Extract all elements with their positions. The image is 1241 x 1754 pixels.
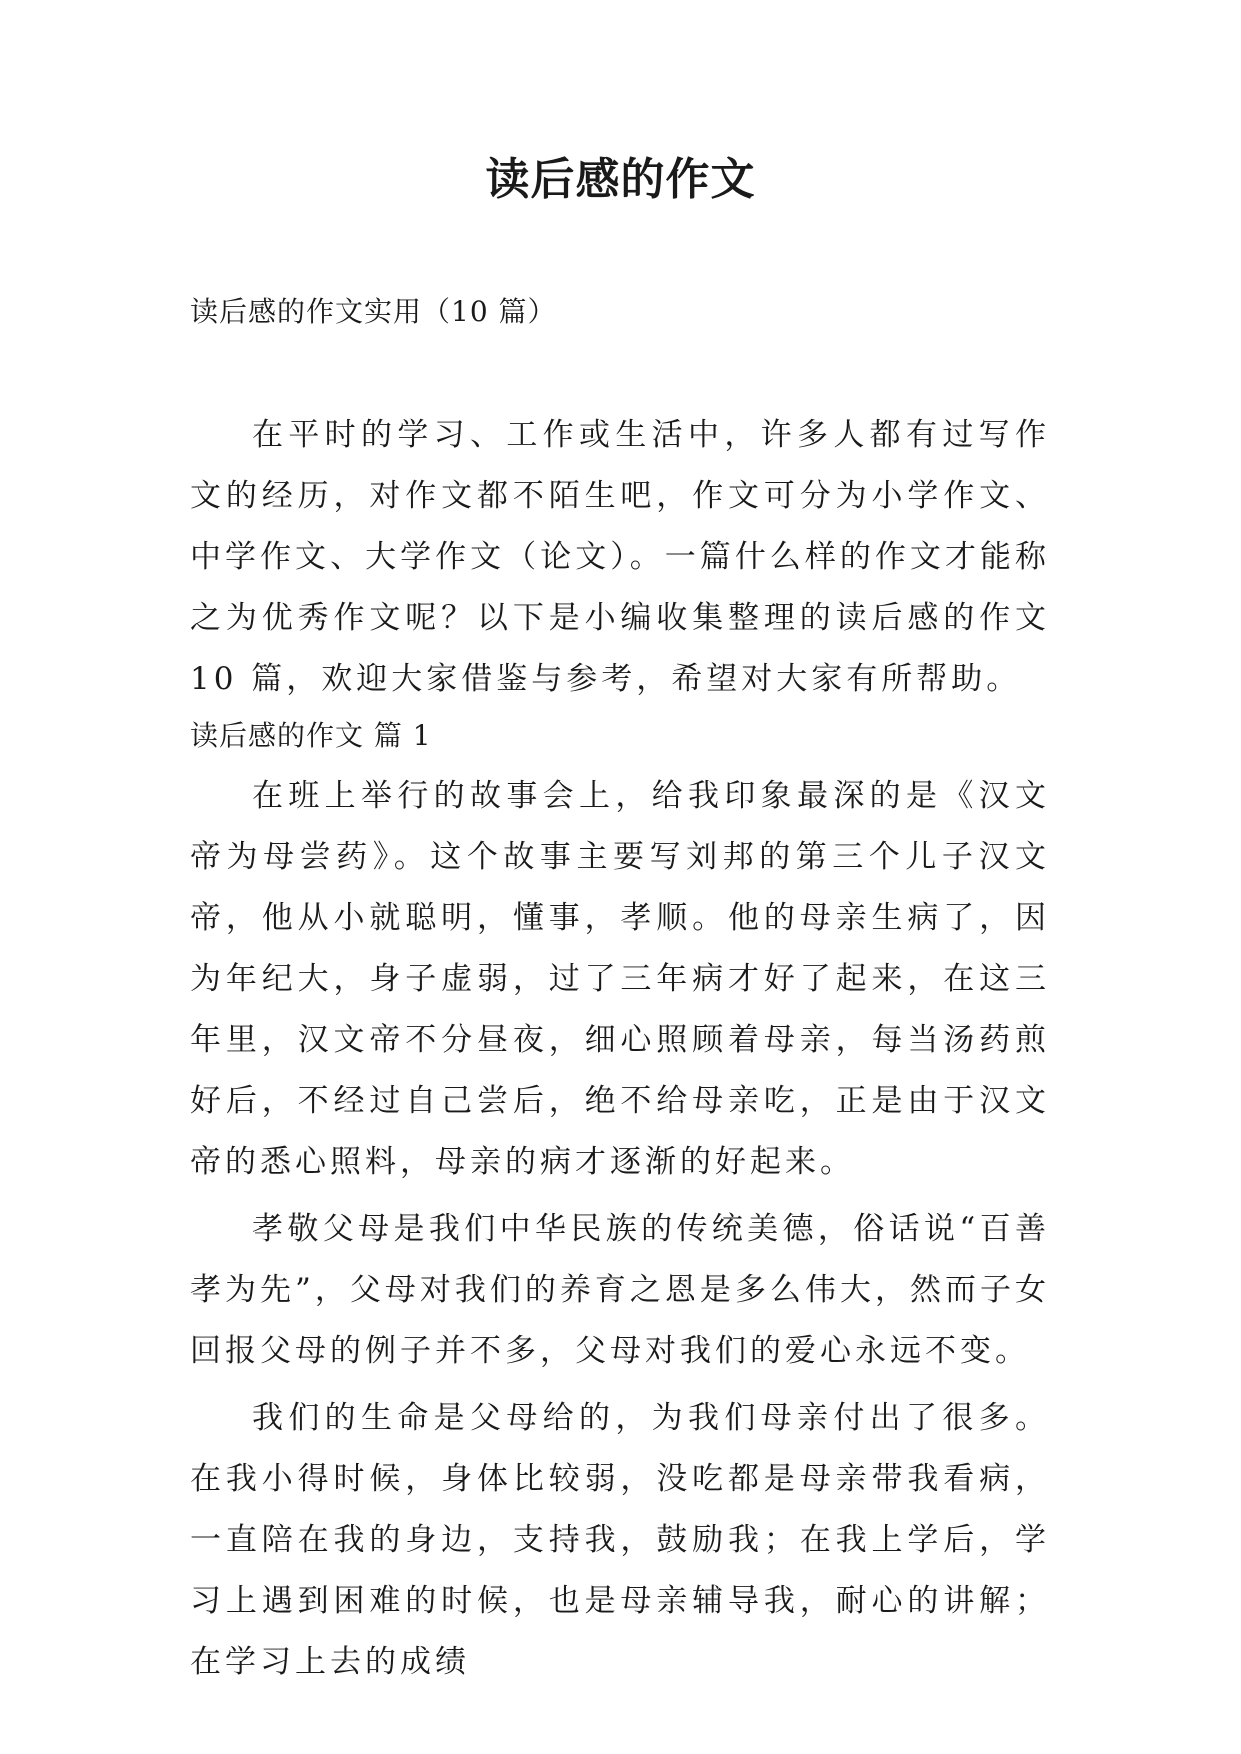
intro-paragraph: 在平时的学习、工作或生活中，许多人都有过写作文的经历，对作文都不陌生吧，作文可分为小学作文、中学作文、大学作文（论文）。一篇什么样的作文才能称之为优秀作文呢？以下是小编收集整理的读后感的作文 10 篇，欢迎大家借鉴与参考，希望对大家有所帮助。 bbox=[190, 417, 1050, 697]
document-subtitle: 读后感的作文实用（10 篇） bbox=[190, 295, 557, 328]
body-paragraph-3: 我们的生命是父母给的，为我们母亲付出了很多。在我小得时候，身体比较弱，没吃都是母亲带我看病，一直陪在我的身边，支持我，鼓励我；在我上学后，学习上遇到困难的时候，也是母亲辅导我，耐心的讲解；在学习上去的成绩 bbox=[190, 1400, 1050, 1680]
body-paragraph-1: 在班上举行的故事会上，给我印象最深的是《汉文帝为母尝药》。这个故事主要写刘邦的第三个儿子汉文帝，他从小就聪明，懂事，孝顺。他的母亲生病了，因为年纪大，身子虚弱，过了三年病才好了起来，在这三年里，汉文帝不分昼夜，细心照顾着母亲，每当汤药煎好后，不经过自己尝后，绝不给母亲吃，正是由于汉文帝的悉心照料，母亲的病才逐渐的好起来。 bbox=[190, 778, 1050, 1180]
document-body bbox=[190, 405, 1050, 1693]
document-title: 读后感的作文 bbox=[485, 154, 756, 205]
section-heading: 读后感的作文 篇 1 bbox=[190, 719, 432, 752]
body-paragraph-2: 孝敬父母是我们中华民族的传统美德，俗话说“百善孝为先”，父母对我们的养育之恩是多么伟大，然而子女回报父母的例子并不多，父母对我们的爱心永远不变。 bbox=[190, 1211, 1050, 1369]
